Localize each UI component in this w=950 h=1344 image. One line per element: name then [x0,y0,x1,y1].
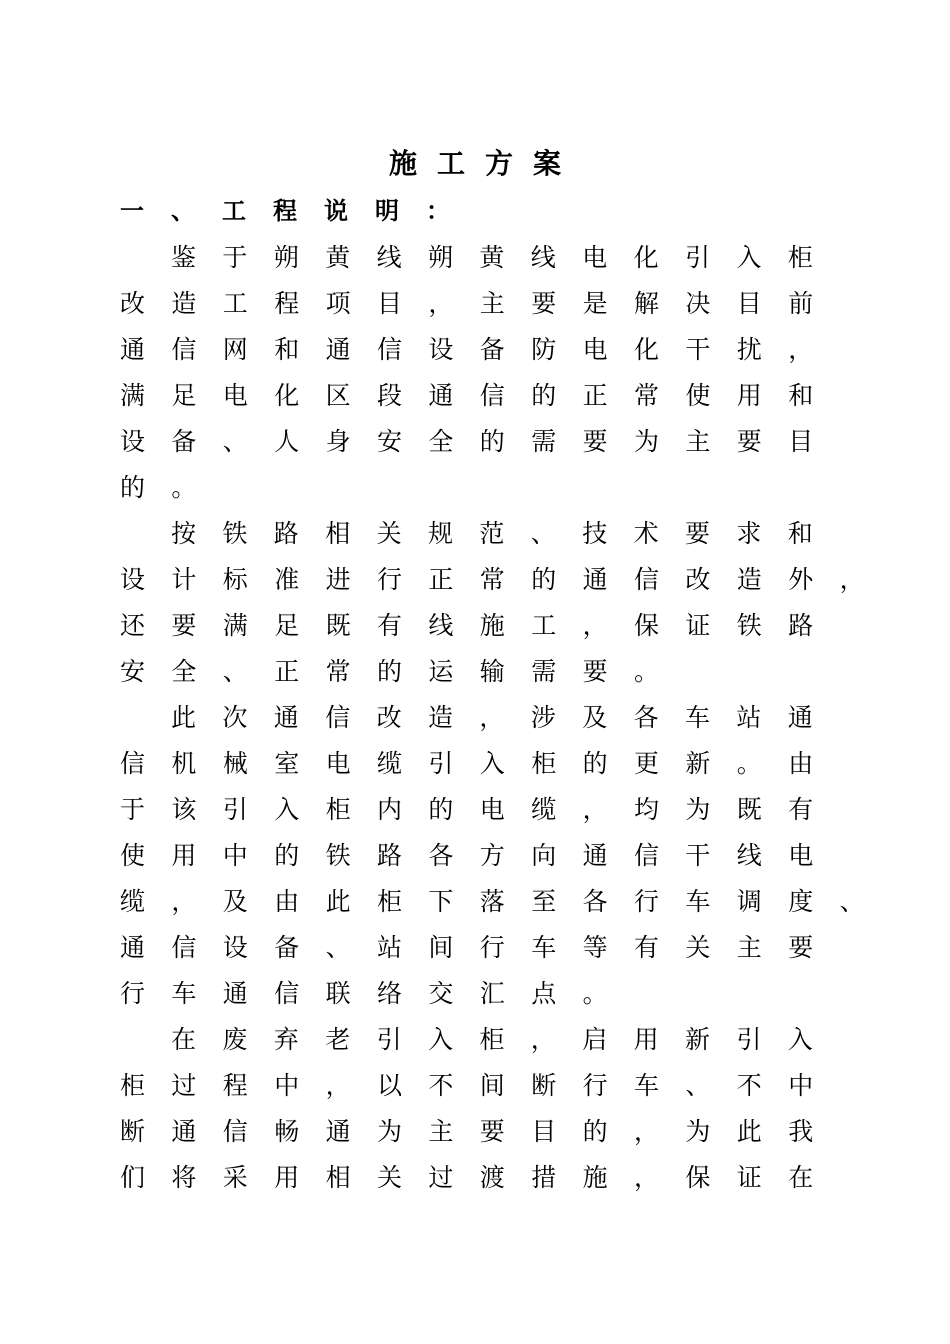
body-line: 还要满足既有线施工，保证铁路 [120,611,840,640]
body-line: 设计标准进行正常的通信改造外， [120,565,892,594]
body-text [120,238,892,1204]
body-line: 安全、正常的运输需要。 [120,657,686,686]
body-line: 改造工程项目，主要是解决目前 [120,289,840,318]
body-line: 柜过程中，以不间断行车、不中 [120,1071,840,1100]
document-title: 施工方案 [388,147,581,180]
body-line: 按铁路相关规范、技术要求和 [171,519,840,548]
body-line: 的。 [120,473,223,502]
body-line: 缆，及由此柜下落至各行车调度、 [120,887,892,916]
body-line: 通信网和通信设备防电化干扰， [120,335,840,364]
body-line: 信机械室电缆引入柜的更新。由 [120,749,840,778]
section-heading: 一、工程说明： [120,196,477,225]
body-line: 设备、人身安全的需要为主要目 [120,427,840,456]
body-line: 满足电化区段通信的正常使用和 [120,381,840,410]
body-line: 鉴于朔黄线朔黄线电化引入柜 [171,243,840,272]
body-line: 在废弃老引入柜，启用新引入 [171,1025,840,1054]
body-line: 使用中的铁路各方向通信干线电 [120,841,840,870]
body-line: 断通信畅通为主要目的，为此我 [120,1117,840,1146]
body-line: 通信设备、站间行车等有关主要 [120,933,840,962]
body-line: 于该引入柜内的电缆，均为既有 [120,795,840,824]
body-line: 此次通信改造，涉及各车站通 [171,703,840,732]
body-line: 们将采用相关过渡措施，保证在 [120,1163,840,1192]
body-line: 行车通信联络交汇点。 [120,979,635,1008]
